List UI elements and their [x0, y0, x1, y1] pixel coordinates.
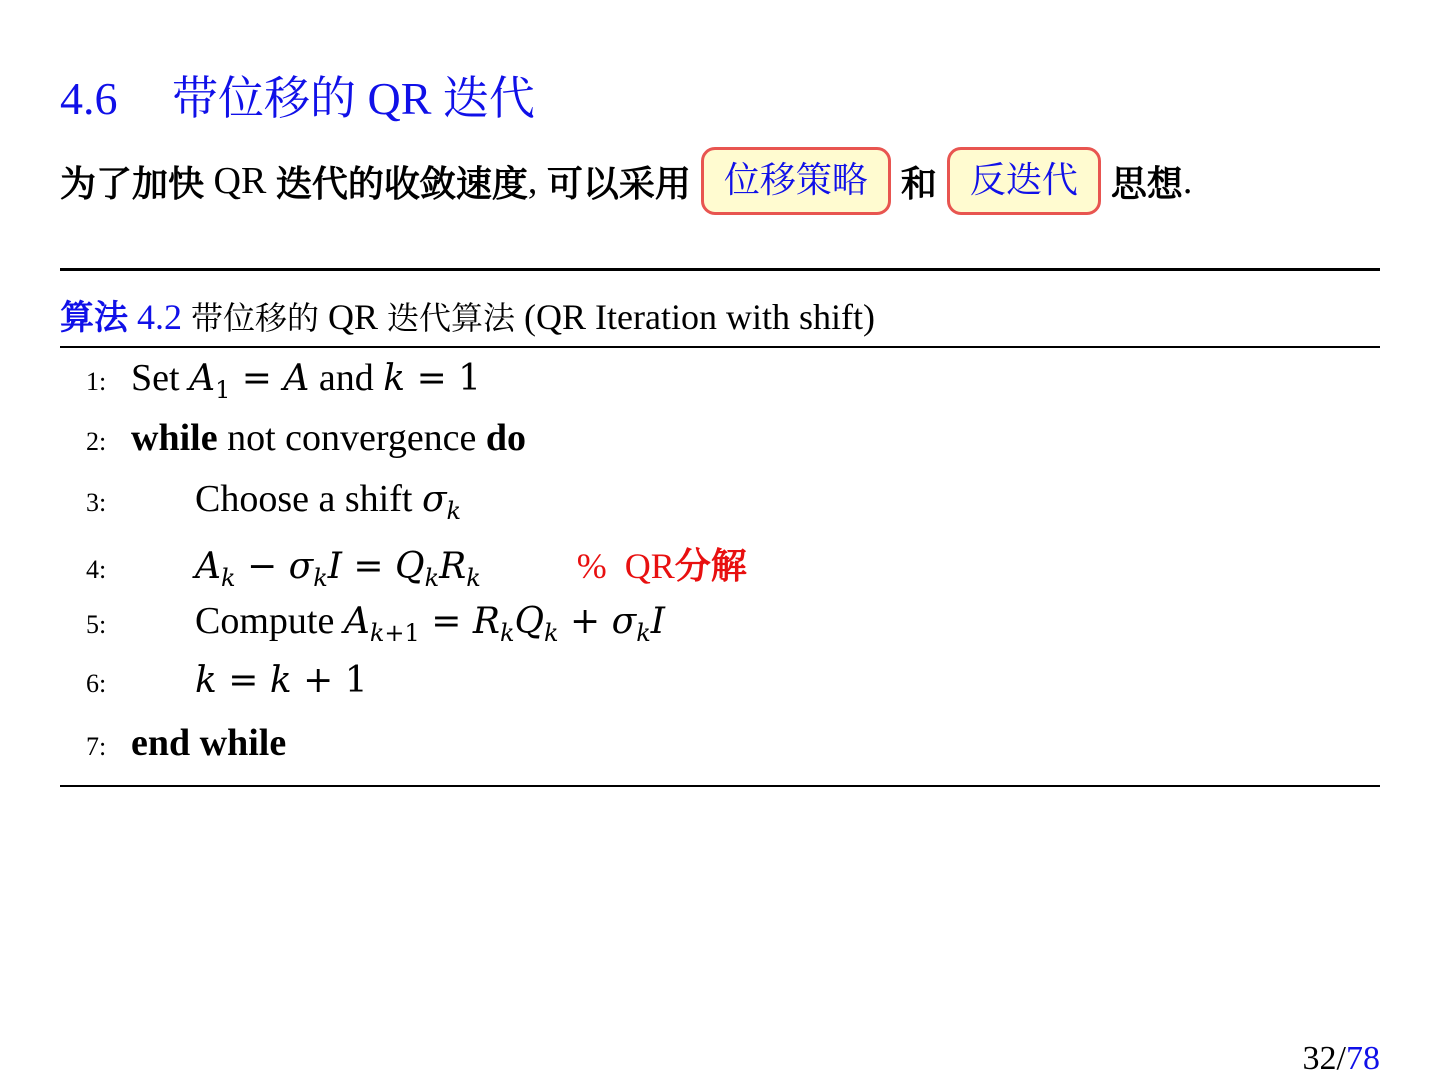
line-1-set: Set [131, 357, 180, 399]
algorithm-top-rule [60, 268, 1380, 271]
line-number: 4: [86, 555, 107, 584]
line-number: 5: [86, 610, 107, 639]
section-title-qr: QR [367, 73, 432, 124]
algorithm-line-4 [86, 538, 747, 598]
intro-qr: QR [213, 160, 267, 202]
keyword-while: while [131, 417, 218, 459]
section-number: 4.6 [60, 73, 118, 124]
algorithm-caption [60, 290, 875, 339]
line-1-and: and [318, 357, 374, 399]
line-6-math: k = k + 1 [195, 660, 368, 701]
line-3-math: $\sigma_k$ [421, 479, 462, 525]
comment-zh: 分解 [674, 546, 747, 587]
algorithm-line-7 [86, 721, 286, 781]
algorithm-line-5 [86, 599, 665, 659]
section-title-end: 迭代 [442, 73, 535, 124]
intro-part1: 为了加快 [60, 163, 205, 205]
page-number [1303, 1040, 1380, 1078]
algorithm-name-en: (QR Iteration with shift) [524, 297, 875, 337]
intro-comma: , [527, 160, 538, 202]
line-3-text: Choose a shift [195, 478, 413, 520]
algorithm-name-zh-a: 带位移的 [191, 299, 320, 337]
algorithm-line-2 [86, 416, 526, 476]
algorithm-line-1 [86, 356, 481, 416]
algorithm-line-3 [86, 477, 461, 537]
algorithm-name-zh-b: 迭代算法 [387, 299, 516, 337]
intro-part4: 思想 [1110, 163, 1183, 205]
algorithm-name-qr: QR [328, 297, 379, 337]
line-number: 2: [86, 427, 107, 456]
intro-period: . [1182, 160, 1193, 202]
line-number: 7: [86, 732, 107, 761]
intro-part2: 迭代的收敛速度 [275, 163, 528, 205]
algorithm-line-6 [86, 660, 368, 720]
algorithm-number: 4.2 [137, 297, 182, 337]
line-2-text: not convergence [227, 417, 477, 459]
algorithm-label-zh: 算法 [60, 298, 128, 338]
line-number: 3: [86, 488, 107, 517]
line-5-math: $A_{k+1} = R_kQ_k + \sigma_kI$ [343, 601, 665, 647]
line-4-comment [577, 538, 747, 589]
highlight-shift-strategy: 位移策略 [701, 147, 891, 215]
section-title-zh: 带位移的 [172, 73, 356, 124]
line-number: 1: [86, 367, 107, 396]
line-number: 6: [86, 669, 107, 698]
algorithm-bottom-rule [60, 785, 1380, 787]
intro-and: 和 [900, 163, 937, 205]
page-sep: / [1336, 1040, 1346, 1077]
page-total: 78 [1346, 1040, 1380, 1077]
highlight-inverse-iteration: 反迭代 [947, 147, 1101, 215]
comment-percent: % [576, 546, 607, 586]
keyword-do: do [485, 417, 527, 459]
line-5-text: Compute [195, 600, 335, 642]
intro-sentence [60, 146, 1192, 216]
keyword-end-while: end while [131, 722, 287, 764]
section-title [60, 62, 535, 128]
line-1-math-b: k = 1 [383, 358, 482, 399]
intro-part3: 可以采用 [546, 163, 691, 205]
line-4-math: $A_k - \sigma_kI = Q_kR_k$ [195, 546, 481, 592]
algorithm-label [60, 297, 182, 337]
line-1-math-a: $A_1 = A$ [189, 358, 310, 404]
algorithm-mid-rule [60, 346, 1380, 348]
page-current: 32 [1302, 1040, 1337, 1077]
comment-qr: QR [624, 546, 675, 586]
